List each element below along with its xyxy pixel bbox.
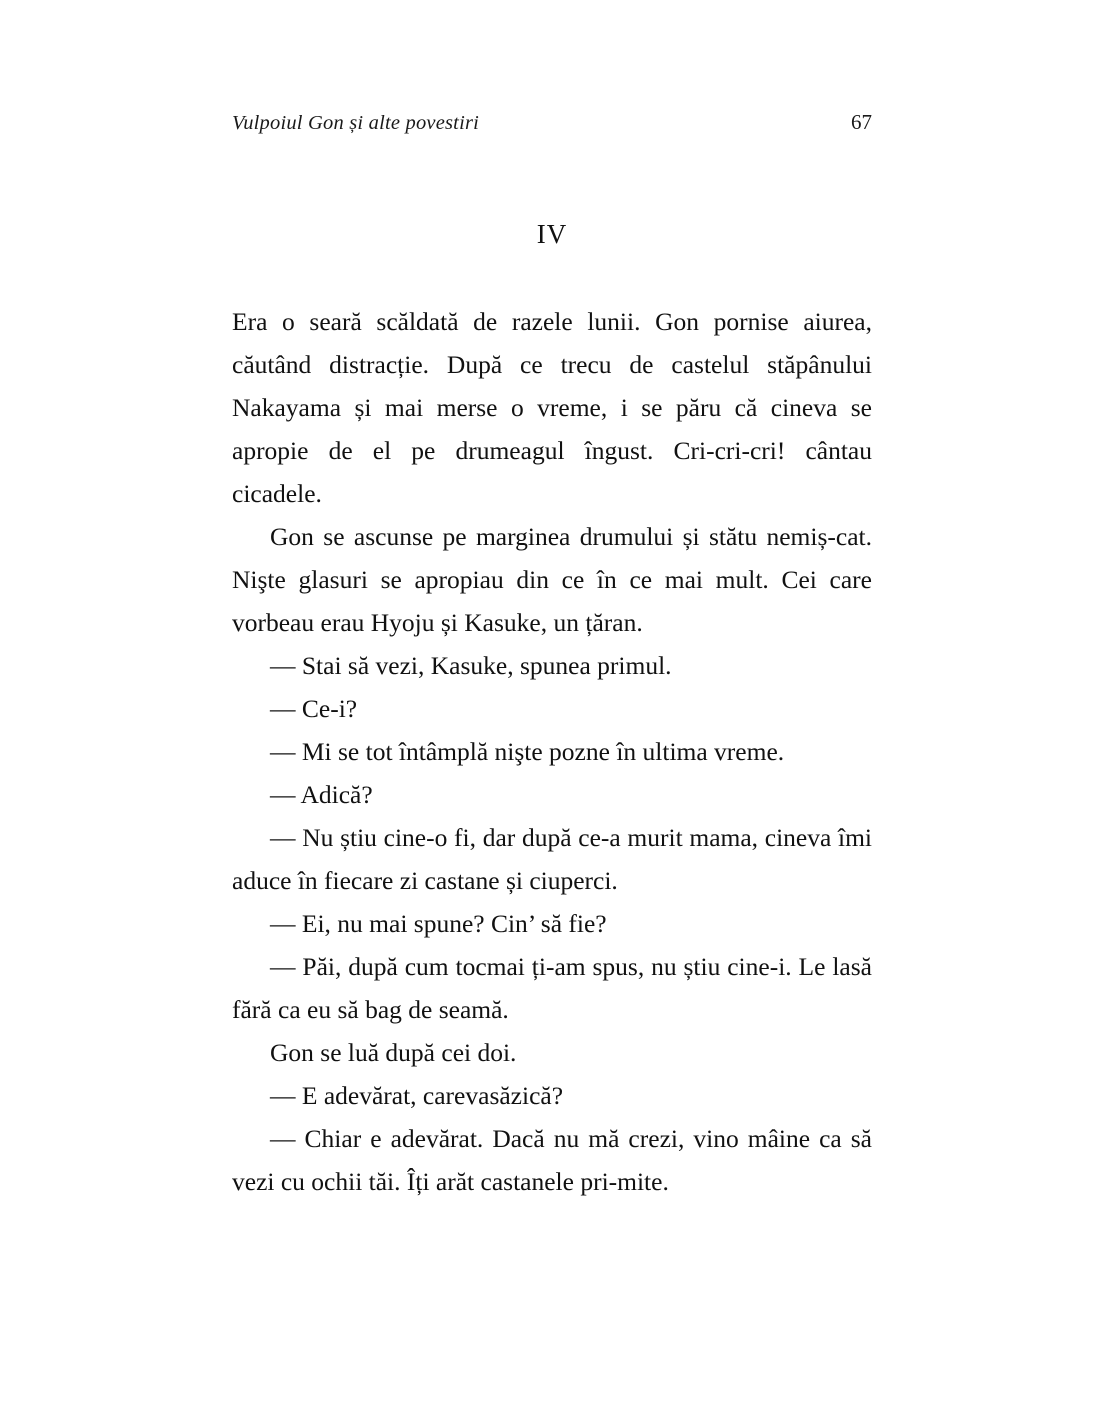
paragraph: — Mi se tot întâmplă nişte pozne în ultima vreme. — [270, 737, 785, 766]
paragraph: — Chiar e adevărat. Dacă nu mă crezi, vino mâine ca să vezi cu ochii tăi. Îți arăt castanele pri-mite. — [232, 1124, 872, 1196]
paragraph: Era o seară scăldată de razele lunii. Gon pornise aiurea, căutând distracție. După ce trecu de castelul stăpânului Nakayama și mai merse o vreme, i se păru că cineva se apropie de el pe drumeagul îngust. Cri-cri-cri! cântau cicadele. — [232, 307, 872, 508]
section-number: IV — [536, 219, 568, 249]
page-content — [232, 110, 872, 1203]
paragraph: — Stai să vezi, Kasuke, spunea primul. — [270, 651, 672, 680]
body-text — [232, 300, 872, 1203]
paragraph: — Ei, nu mai spune? Cin’ să fie? — [270, 909, 607, 938]
running-head-title: Vulpoiul Gon și alte povestiri — [232, 112, 480, 134]
paragraph: — Ce-i? — [270, 694, 358, 723]
paragraph: — E adevărat, carevasăzică? — [270, 1081, 564, 1110]
paragraph: Gon se luă după cei doi. — [270, 1038, 517, 1067]
paragraph: Gon se ascunse pe marginea drumului și stătu nemiș-cat. Nişte glasuri se apropiau din ce în ce mai mult. Cei care vorbeau erau Hyoju și Kasuke, un țăran. — [232, 522, 872, 637]
paragraph: — Păi, după cum tocmai ți-am spus, nu știu cine-i. Le lasă fără ca eu să bag de seamă. — [232, 952, 872, 1024]
page-number: 67 — [851, 110, 872, 134]
paragraph: — Adică? — [270, 780, 373, 809]
paragraph: — Nu știu cine-o fi, dar după ce-a murit mama, cineva îmi aduce în fiecare zi castane și ciuperci. — [232, 823, 872, 895]
running-head — [232, 110, 872, 135]
